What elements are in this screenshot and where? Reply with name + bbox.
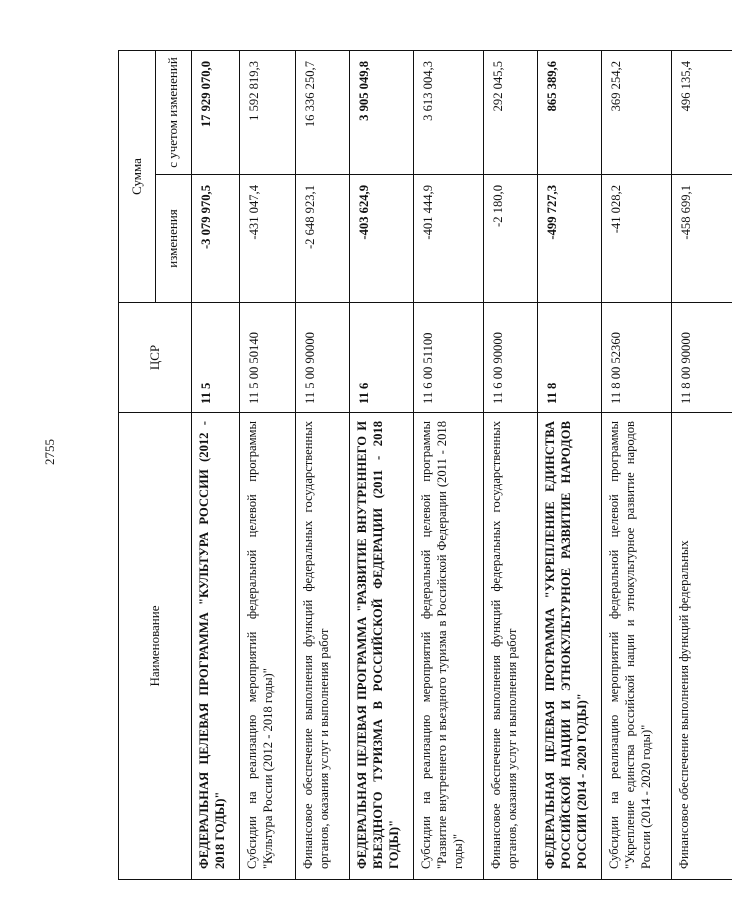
row-change: -499 727,3 — [538, 174, 602, 302]
row-change: -401 444,9 — [414, 174, 484, 302]
row-name: Субсидии на реализацию мероприятий федеральной целевой программы "Культура России (2012 - 2018 годы)" — [240, 412, 296, 880]
table-row — [538, 50, 602, 880]
row-csr: 11 5 — [192, 302, 240, 412]
row-total: 1 592 819,3 — [240, 50, 296, 174]
table-row — [602, 50, 672, 880]
table-header-row-2 — [156, 50, 192, 880]
row-name: ФЕДЕРАЛЬНАЯ ЦЕЛЕВАЯ ПРОГРАММА "УКРЕПЛЕНИЕ ЕДИНСТВА РОССИЙСКОЙ НАЦИИ И ЭТНОКУЛЬТУРНОЕ РАЗВИТИЕ НАРОДОВ РОССИИ (2014 - 2020 ГОДЫ)" — [538, 412, 602, 880]
row-csr: 11 5 00 90000 — [296, 302, 350, 412]
row-total: 16 336 250,7 — [296, 50, 350, 174]
header-sum: Сумма — [118, 50, 156, 302]
row-name: Финансовое обеспечение выполнения функций федеральных государственных органов, оказания услуг и выполнения работ — [484, 412, 538, 880]
row-name: ФЕДЕРАЛЬНАЯ ЦЕЛЕВАЯ ПРОГРАММА "РАЗВИТИЕ ВНУТРЕННЕГО И ВЪЕЗДНОГО ТУРИЗМА В РОССИЙСКОЙ ФЕДЕРАЦИИ (2011 - 2018 ГОДЫ)" — [350, 412, 414, 880]
row-total: 292 045,5 — [484, 50, 538, 174]
budget-table-sheet — [118, 50, 693, 880]
row-name: ФЕДЕРАЛЬНАЯ ЦЕЛЕВАЯ ПРОГРАММА "КУЛЬТУРА РОССИИ (2012 - 2018 ГОДЫ)" — [192, 412, 240, 880]
row-name: Финансовое обеспечение выполнения функций федеральных — [672, 412, 732, 880]
row-csr: 11 8 00 90000 — [672, 302, 732, 412]
row-change: -2 180,0 — [484, 174, 538, 302]
header-name: Наименование — [118, 412, 192, 880]
table-row — [350, 50, 414, 880]
table-row — [240, 50, 296, 880]
budget-table — [118, 50, 693, 880]
row-total: 369 254,2 — [602, 50, 672, 174]
row-name: Финансовое обеспечение выполнения функций федеральных государственных органов, оказания услуг и выполнения работ — [296, 412, 350, 880]
row-csr: 11 5 00 50140 — [240, 302, 296, 412]
table-row — [672, 50, 732, 880]
row-total: 865 389,6 — [538, 50, 602, 174]
row-total: 3 613 004,3 — [414, 50, 484, 174]
row-change: -41 028,2 — [602, 174, 672, 302]
header-with-changes: с учетом изменений — [156, 50, 192, 174]
row-csr: 11 8 00 52360 — [602, 302, 672, 412]
row-csr: 11 6 — [350, 302, 414, 412]
page-number: 2755 — [42, 439, 57, 465]
row-name: Субсидии на реализацию мероприятий федеральной целевой программы "Развитие внутреннего и въездного туризма в Российской Федерации (2011 - 2018 годы)" — [414, 412, 484, 880]
row-total: 17 929 070,0 — [192, 50, 240, 174]
table-row — [414, 50, 484, 880]
header-changes: изменения — [156, 174, 192, 302]
row-csr: 11 8 — [538, 302, 602, 412]
table-row — [296, 50, 350, 880]
row-total: 496 135,4 — [672, 50, 732, 174]
row-csr: 11 6 00 90000 — [484, 302, 538, 412]
row-change: -458 699,1 — [672, 174, 732, 302]
table-row — [192, 50, 240, 880]
row-change: -2 648 923,1 — [296, 174, 350, 302]
table-header-row-1 — [118, 50, 162, 880]
header-csr: ЦСР — [118, 302, 192, 412]
row-change: -3 079 970,5 — [192, 174, 240, 302]
row-csr: 11 6 00 51100 — [414, 302, 484, 412]
row-change: -431 047,4 — [240, 174, 296, 302]
row-name: Субсидии на реализацию мероприятий федеральной целевой программы "Укрепление единства российской нации и этнокультурное развитие народов России (2014 - 2020 годы)" — [602, 412, 672, 880]
table-row — [484, 50, 538, 880]
row-total: 3 905 049,8 — [350, 50, 414, 174]
row-change: -403 624,9 — [350, 174, 414, 302]
